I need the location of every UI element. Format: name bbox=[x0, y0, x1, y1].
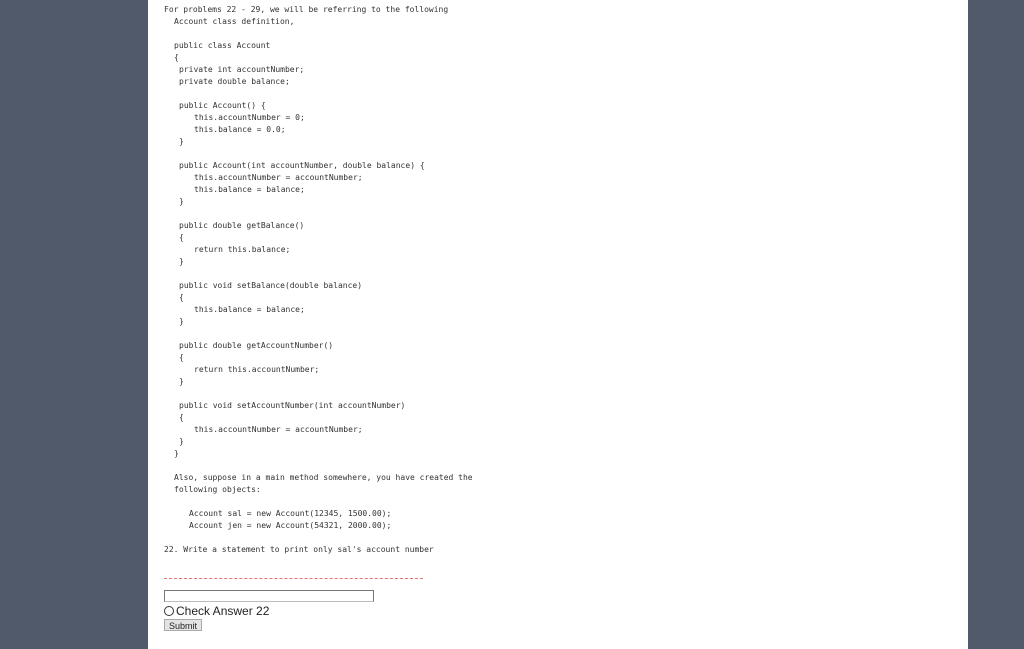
code-setaccount-sig: public void setAccountNumber(int accountNumber) bbox=[179, 401, 406, 410]
code-ctor2-end: } bbox=[179, 197, 184, 206]
object-sal: Account sal = new Account(12345, 1500.00); bbox=[189, 509, 392, 518]
objects-intro-line-2: following objects: bbox=[174, 485, 261, 494]
code-setaccount-end: } bbox=[179, 437, 184, 446]
code-ctor1-sig: public Account() { bbox=[179, 101, 266, 110]
intro-line-1: For problems 22 - 29, we will be referring to the following bbox=[164, 5, 449, 14]
check-answer-row[interactable] bbox=[164, 604, 269, 618]
code-ctor1-line-1: this.accountNumber = 0; bbox=[194, 113, 305, 122]
answer-input[interactable] bbox=[164, 590, 374, 602]
code-brace: { bbox=[174, 53, 179, 62]
intro-line-2: Account class definition, bbox=[174, 17, 295, 26]
code-setbalance-sig: public void setBalance(double balance) bbox=[179, 281, 363, 290]
code-ctor2-line-1: this.accountNumber = accountNumber; bbox=[194, 173, 363, 182]
code-class-decl: public class Account bbox=[174, 41, 271, 50]
code-setbalance-line-1: this.balance = balance; bbox=[194, 305, 305, 314]
code-ctor2-line-2: this.balance = balance; bbox=[194, 185, 305, 194]
question-22: 22. Write a statement to print only sal's account number bbox=[164, 545, 434, 554]
code-getaccount-open: { bbox=[179, 353, 184, 362]
code-getaccount-end: } bbox=[179, 377, 184, 386]
code-ctor1-line-2: this.balance = 0.0; bbox=[194, 125, 286, 134]
submit-button[interactable]: Submit bbox=[164, 619, 202, 631]
code-getaccount-line-1: return this.accountNumber; bbox=[194, 365, 320, 374]
code-setbalance-open: { bbox=[179, 293, 184, 302]
code-ctor2-sig: public Account(int accountNumber, double balance) { bbox=[179, 161, 425, 170]
check-answer-label: Check Answer 22 bbox=[176, 604, 270, 618]
code-getbalance-sig: public double getBalance() bbox=[179, 221, 305, 230]
object-jen: Account jen = new Account(54321, 2000.00); bbox=[189, 521, 392, 530]
code-getbalance-line-1: return this.balance; bbox=[194, 245, 291, 254]
code-field-2: private double balance; bbox=[179, 77, 290, 86]
check-answer-radio[interactable] bbox=[164, 606, 174, 616]
code-getbalance-open: { bbox=[179, 233, 184, 242]
code-setbalance-end: } bbox=[179, 317, 184, 326]
code-getbalance-end: } bbox=[179, 257, 184, 266]
code-ctor1-end: } bbox=[179, 137, 184, 146]
code-getaccount-sig: public double getAccountNumber() bbox=[179, 341, 334, 350]
code-setaccount-line-1: this.accountNumber = accountNumber; bbox=[194, 425, 363, 434]
code-field-1: private int accountNumber; bbox=[179, 65, 305, 74]
code-class-end: } bbox=[174, 449, 179, 458]
problem-content bbox=[164, 4, 784, 556]
code-setaccount-open: { bbox=[179, 413, 184, 422]
objects-intro-line-1: Also, suppose in a main method somewhere, you have created the bbox=[174, 473, 473, 482]
answer-divider bbox=[164, 578, 423, 579]
